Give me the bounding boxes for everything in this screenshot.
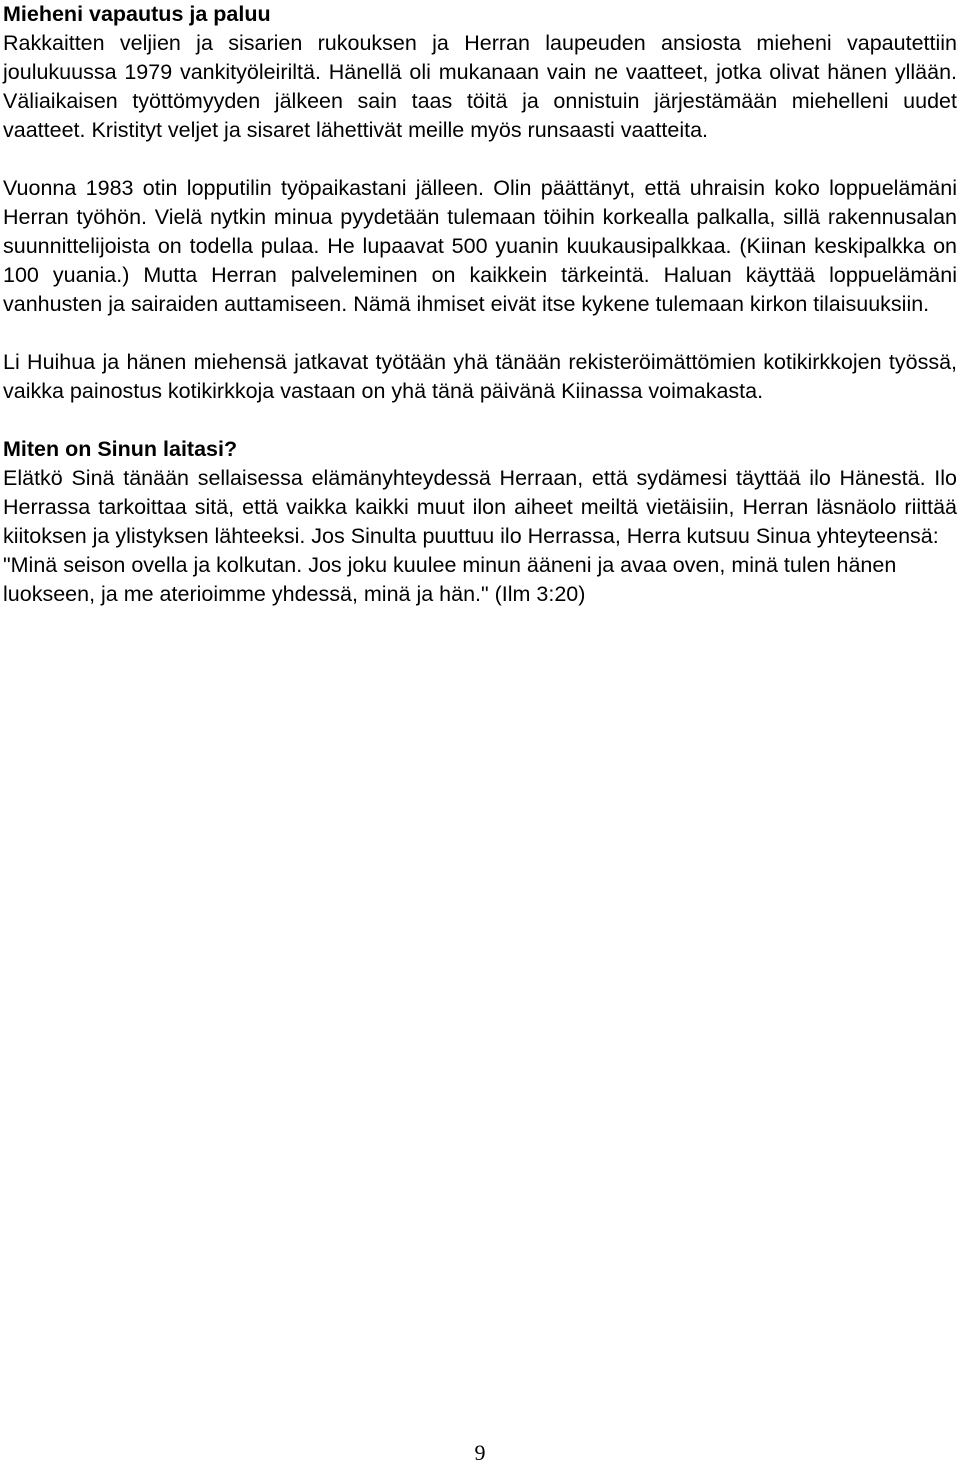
- bible-quote: "Minä seison ovella ja kolkutan. Jos joku kuulee minun ääneni ja avaa oven, minä tulen hänen luokseen, ja me aterioimme yhdessä, minä ja hän." (Ilm 3:20): [3, 553, 897, 606]
- paragraph-gap: [3, 406, 957, 435]
- paragraph-gap: [3, 319, 957, 348]
- page-number: 9: [474, 1440, 486, 1465]
- paragraph-release: Rakkaitten veljien ja sisarien rukouksen ja Herran laupeuden ansiosta mieheni vapautettiin joulukuussa 1979 vankityöleiriltä. Hänellä oli mukanaan vain ne vaatteet, jotka olivat hänen yllään. Väliaikaisen työttömyyden jälkeen sain taas töitä ja onnistuin järjestämään miehelleni uudet vaatteet. Kristityt veljet ja sisaret lähettivät meille myös runsaasti vaatteita.: [3, 31, 957, 142]
- paragraph-invitation: Elätkö Sinä tänään sellaisessa elämänyhteydessä Herraan, että sydämesi täyttää ilo Hänestä. Ilo Herrassa tarkoittaa sitä, että vaikka kaikki muut ilon aiheet meiltä vietäisiin, Herran läsnäolo riittää kiitoksen ja ylistyksen lähteeksi. Jos Sinulta puuttuu ilo Herrassa, Herra kutsuu Sinua yhteyteensä:: [3, 466, 957, 548]
- paragraph-gap: [3, 145, 957, 174]
- section-heading-question: Miten on Sinun laitasi?: [3, 437, 238, 461]
- paragraph-work: Vuonna 1983 otin lopputilin työpaikastani jälleen. Olin päättänyt, että uhraisin koko loppuelämäni Herran työhön. Vielä nytkin minua pyydetään tulemaan töihin korkealla palkalla, sillä rakennusalan suunnittelijoista on todella pulaa. He lupaavat 500 yuanin kuukausipalkkaa. (Kiinan keskipalkka on 100 yuania.) Mutta Herran palveleminen on kaikkein tärkeintä. Haluan käyttää loppuelämäni vanhusten ja sairaiden auttamiseen. Nämä ihmiset eivät itse kykene tulemaan kirkon tilaisuuksiin.: [3, 176, 957, 316]
- section-heading-release: Mieheni vapautus ja paluu: [3, 2, 271, 26]
- paragraph-house-churches: Li Huihua ja hänen miehensä jatkavat työtään yhä tänään rekisteröimättömien kotikirkkojen työssä, vaikka painostus kotikirkkoja vastaan on yhä tänä päivänä Kiinassa voimakasta.: [3, 350, 957, 403]
- page-content: [3, 0, 957, 609]
